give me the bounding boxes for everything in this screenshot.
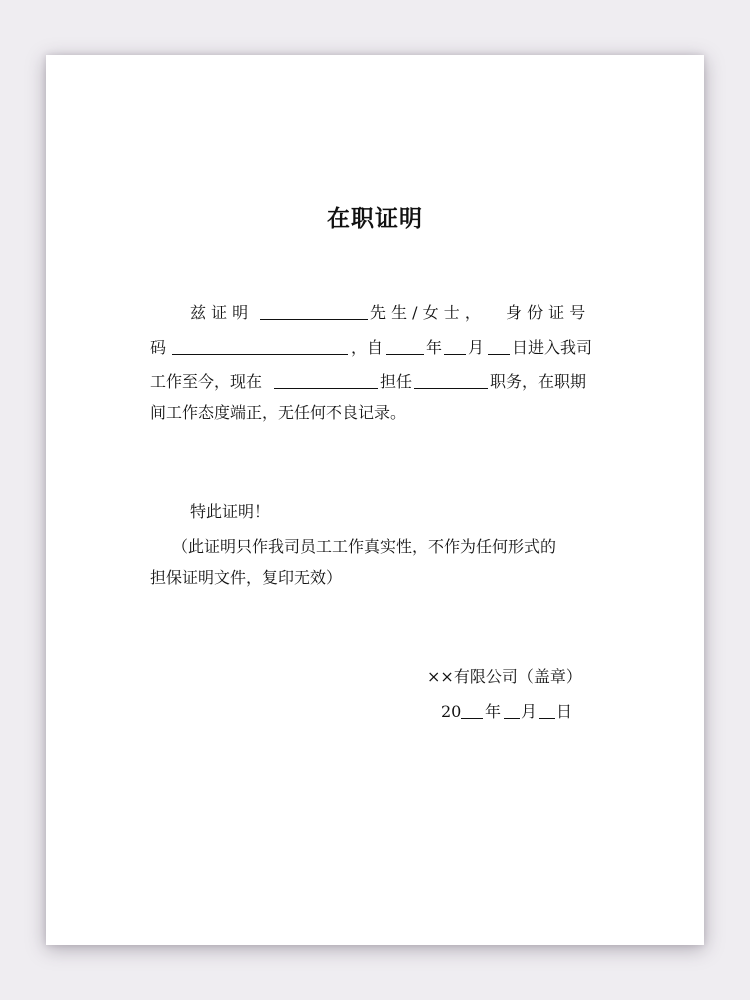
name-blank[interactable] bbox=[260, 303, 368, 320]
department-blank[interactable] bbox=[274, 372, 378, 389]
text-duty: 职务，在职期 bbox=[490, 372, 587, 391]
note-line-2: 担保证明文件，复印无效） bbox=[150, 568, 343, 587]
text-ma: 码 bbox=[150, 338, 167, 357]
text-day-joined: 日进入我司 bbox=[512, 338, 593, 357]
sign-year-blank[interactable] bbox=[461, 702, 483, 719]
date-year: 年 bbox=[485, 702, 502, 721]
start-month-blank[interactable] bbox=[444, 338, 466, 355]
start-day-blank[interactable] bbox=[488, 338, 510, 355]
text-year: 年 bbox=[426, 338, 443, 357]
text-serve-as: 担任 bbox=[380, 372, 413, 391]
text-id-number: 身 份 证 号 bbox=[506, 303, 586, 322]
note-text-1: （此证明只作我司员工工作真实性，不作为任何形式的 bbox=[172, 537, 557, 556]
start-year-blank[interactable] bbox=[386, 338, 424, 355]
id-number-blank[interactable] bbox=[172, 338, 348, 355]
paragraph-line-4: 间工作态度端正，无任何不良记录。 bbox=[150, 403, 407, 422]
position-blank[interactable] bbox=[414, 372, 488, 389]
statement-text: 特此证明！ bbox=[190, 502, 271, 521]
sign-month-blank[interactable] bbox=[504, 702, 520, 719]
date-day: 日 bbox=[556, 702, 573, 721]
text-working-now: 工作至今，现在 bbox=[150, 372, 263, 391]
text-title: 先 生 / 女 士 ， bbox=[370, 303, 481, 322]
date-prefix: 20 bbox=[441, 702, 462, 721]
sign-day-blank[interactable] bbox=[539, 702, 555, 719]
date-line bbox=[441, 702, 581, 722]
document-title: 在职证明 bbox=[327, 205, 423, 232]
text-from: ，自 bbox=[351, 338, 384, 357]
text-month: 月 bbox=[468, 338, 485, 357]
certificate-page bbox=[46, 55, 704, 945]
text-certify: 兹 证 明 bbox=[190, 303, 249, 322]
date-month: 月 bbox=[521, 702, 538, 721]
company-seal-line: ××有限公司（盖章） bbox=[427, 667, 582, 686]
